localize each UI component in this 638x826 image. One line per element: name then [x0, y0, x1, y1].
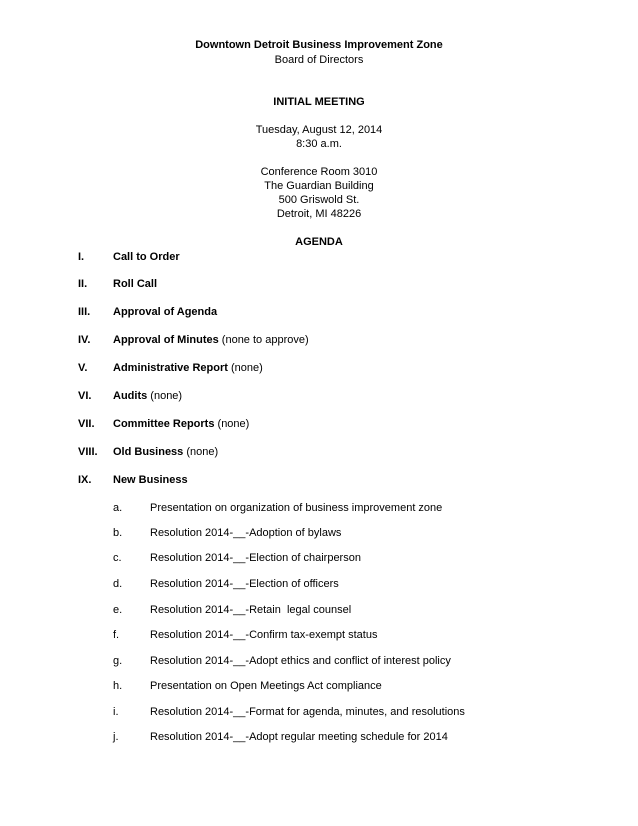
sub-item-text: Resolution 2014-__-Adopt ethics and conflict of interest policy	[150, 655, 451, 667]
agenda-item-title: Old Business	[113, 446, 184, 458]
sub-item-letter: f.	[113, 629, 120, 641]
agenda-heading: AGENDA	[295, 236, 343, 248]
agenda-item-number: VIII.	[78, 446, 98, 458]
sub-item-letter: h.	[113, 680, 123, 692]
sub-item-letter: a.	[113, 502, 123, 514]
agenda-item-note: (none)	[183, 446, 219, 458]
new-business-item	[0, 577, 638, 591]
new-business-item	[0, 501, 638, 515]
sub-item-text: Resolution 2014-__-Election of chairperson	[150, 552, 361, 564]
sub-item-text: Resolution 2014-__-Confirm tax-exempt status	[150, 629, 378, 641]
org-name: Downtown Detroit Business Improvement Zone	[195, 39, 443, 51]
agenda-item-note: (none to approve)	[218, 334, 309, 346]
new-business-item	[0, 551, 638, 565]
agenda-item-number: IV.	[78, 334, 91, 346]
agenda-item-number: VII.	[78, 418, 95, 430]
agenda-item-number: I.	[78, 251, 85, 263]
agenda-item-administrative-report	[0, 361, 638, 375]
agenda-item-note: (none)	[227, 362, 263, 374]
agenda-item-title: Call to Order	[113, 251, 180, 263]
sub-item-text: Presentation on organization of business improvement zone	[150, 502, 443, 514]
agenda-item-number: II.	[78, 278, 88, 290]
agenda-item-title: Administrative Report	[113, 362, 228, 374]
agenda-item-note: (none)	[147, 390, 183, 402]
sub-item-letter: b.	[113, 527, 123, 539]
meeting-date: Tuesday, August 12, 2014	[255, 124, 383, 136]
board-name: Board of Directors	[274, 54, 364, 66]
new-business-item	[0, 705, 638, 719]
agenda-item-title: Committee Reports	[113, 418, 215, 430]
meeting-time: 8:30 a.m.	[296, 138, 342, 150]
agenda-item-roll-call	[0, 277, 638, 291]
agenda-item-audits	[0, 389, 638, 403]
agenda-item-number: III.	[78, 306, 91, 318]
meeting-city: Detroit, MI 48226	[276, 208, 362, 220]
agenda-item-approval-of-minutes	[0, 333, 638, 347]
sub-item-letter: i.	[113, 706, 119, 718]
new-business-item	[0, 628, 638, 642]
agenda-item-number: V.	[78, 362, 88, 374]
agenda-item-note: (none)	[214, 418, 250, 430]
agenda-item-title: Roll Call	[113, 278, 158, 290]
meeting-building: The Guardian Building	[264, 180, 374, 192]
sub-item-text: Resolution 2014-__-Election of officers	[150, 578, 339, 590]
sub-item-letter: g.	[113, 655, 123, 667]
sub-item-text: Resolution 2014-__-Format for agenda, minutes, and resolutions	[150, 706, 465, 718]
meeting-room: Conference Room 3010	[260, 166, 378, 178]
sub-item-text: Presentation on Open Meetings Act compliance	[150, 680, 382, 692]
sub-item-text: Resolution 2014-__-Adoption of bylaws	[150, 527, 342, 539]
meeting-type: INITIAL MEETING	[273, 96, 365, 108]
agenda-item-title: New Business	[113, 474, 188, 486]
sub-item-text: Resolution 2014-__-Adopt regular meeting schedule for 2014	[150, 731, 448, 743]
meeting-street: 500 Griswold St.	[278, 194, 360, 206]
agenda-item-new-business	[0, 473, 638, 487]
new-business-item	[0, 679, 638, 693]
sub-item-letter: c.	[113, 552, 122, 564]
new-business-item	[0, 526, 638, 540]
sub-item-text: Resolution 2014-__-Retain legal counsel	[150, 604, 352, 616]
new-business-item	[0, 730, 638, 744]
agenda-item-number: VI.	[78, 390, 92, 402]
new-business-item	[0, 654, 638, 668]
agenda-item-committee-reports	[0, 417, 638, 431]
sub-item-letter: j.	[113, 731, 119, 743]
agenda-item-title: Approval of Minutes	[113, 334, 219, 346]
agenda-item-title: Approval of Agenda	[113, 306, 218, 318]
agenda-item-number: IX.	[78, 474, 92, 486]
agenda-item-title: Audits	[113, 390, 148, 402]
sub-item-letter: e.	[113, 604, 123, 616]
agenda-item-call-to-order	[0, 250, 638, 264]
agenda-item-approval-of-agenda	[0, 305, 638, 319]
agenda-item-old-business	[0, 445, 638, 459]
new-business-item	[0, 603, 638, 617]
sub-item-letter: d.	[113, 578, 123, 590]
